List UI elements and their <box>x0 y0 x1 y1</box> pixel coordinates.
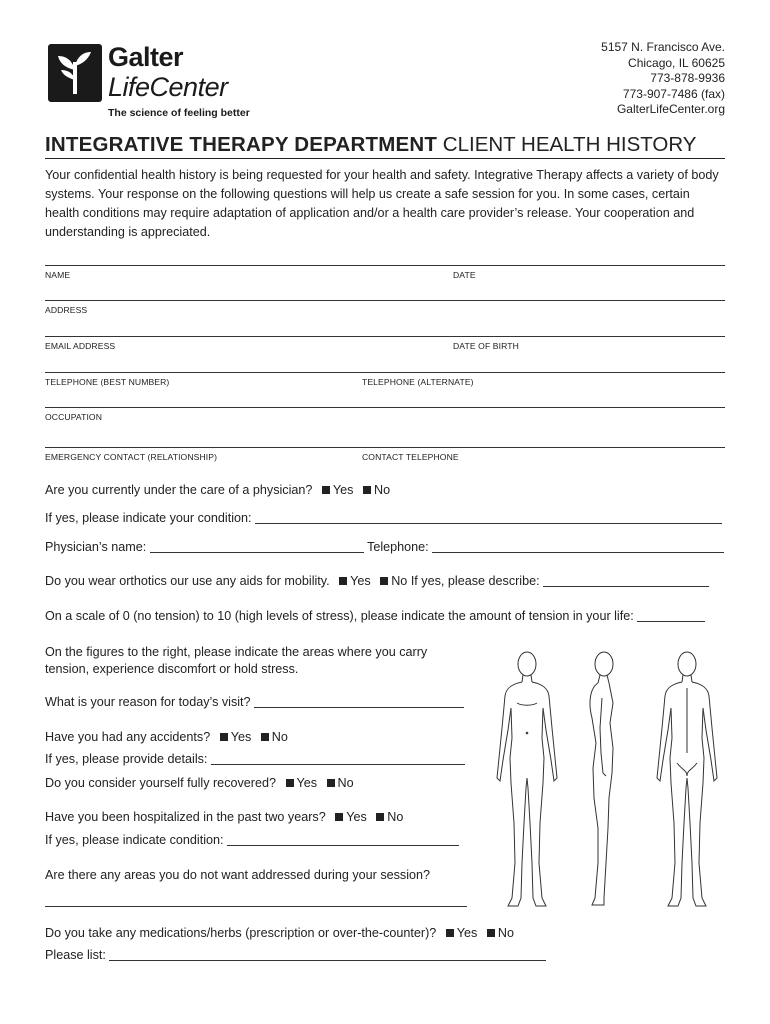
logo-wordmark <box>108 42 228 102</box>
name-field[interactable] <box>45 265 725 266</box>
email-field[interactable] <box>45 336 725 337</box>
tension-scale-input[interactable] <box>637 611 705 622</box>
figures-instruction-line1: On the figures to the right, please indicate the areas where you carry <box>45 645 428 659</box>
hospitalized-question <box>45 810 403 824</box>
address-website[interactable]: GalterLifeCenter.org <box>616 102 725 116</box>
checkbox-icon[interactable] <box>339 577 347 585</box>
occupation-field[interactable] <box>45 407 725 408</box>
physician-care-question <box>45 483 390 497</box>
checkbox-icon[interactable] <box>286 779 294 787</box>
no-option: No <box>337 776 354 790</box>
address-city: Chicago, IL 60625 <box>628 55 725 70</box>
accident-details-text: If yes, please provide details: <box>45 752 208 766</box>
yes-option: Yes <box>350 574 371 588</box>
physician-name-text: Physician’s name: <box>45 540 147 554</box>
accidents-question <box>45 730 288 744</box>
reason-text: What is your reason for today’s visit? <box>45 695 251 709</box>
checkbox-icon[interactable] <box>376 813 384 821</box>
accidents-text: Have you had any accidents? <box>45 730 211 744</box>
no-option: No <box>373 483 391 497</box>
title-bold: INTEGRATIVE THERAPY DEPARTMENT <box>45 133 438 156</box>
physician-telephone-input[interactable] <box>432 542 724 553</box>
address-label: ADDRESS <box>45 305 88 315</box>
email-label: EMAIL ADDRESS <box>45 341 116 351</box>
physician-name-input[interactable] <box>150 542 364 553</box>
back-body-figure-icon <box>657 652 717 906</box>
orthotics-text: Do you wear orthotics our use any aids for mobility. <box>45 574 330 588</box>
front-body-figure-icon <box>497 652 557 906</box>
title-divider <box>45 158 725 159</box>
tension-scale-question <box>45 609 705 623</box>
recovered-text: Do you consider yourself fully recovered? <box>45 776 276 790</box>
no-option: No <box>387 810 404 824</box>
hospitalized-condition-text: If yes, please indicate condition: <box>45 833 224 847</box>
please-list-text: Please list: <box>45 948 106 962</box>
hospitalized-text: Have you been hospitalized in the past two years? <box>45 810 326 824</box>
checkbox-icon[interactable] <box>487 929 495 937</box>
figures-instruction <box>45 644 427 678</box>
telephone-text: Telephone: <box>367 540 429 554</box>
checkbox-icon[interactable] <box>335 813 343 821</box>
physician-name-question <box>45 540 724 554</box>
reason-input[interactable] <box>254 697 464 708</box>
occupation-label: OCCUPATION <box>45 412 103 422</box>
org-name-line2: LifeCenter <box>108 72 228 102</box>
name-label: NAME <box>45 270 71 280</box>
please-list-input[interactable] <box>109 950 546 961</box>
telephone-field[interactable] <box>45 372 725 373</box>
no-option: No <box>391 574 408 588</box>
tension-scale-text: On a scale of 0 (no tension) to 10 (high levels of stress), please indicate the amount of tension in your life: <box>45 609 634 623</box>
orthotics-describe-text: If yes, please describe: <box>410 574 540 588</box>
recovered-question <box>45 776 354 790</box>
emergency-contact-label: EMERGENCY CONTACT (RELATIONSHIP) <box>45 452 218 462</box>
no-option: No <box>271 730 288 744</box>
hospitalized-condition-question <box>45 833 459 847</box>
tagline: The science of feeling better <box>108 107 250 119</box>
orthotics-describe-input[interactable] <box>543 576 709 587</box>
checkbox-icon[interactable] <box>327 779 335 787</box>
contact-address <box>601 40 725 118</box>
checkbox-icon[interactable] <box>380 577 388 585</box>
hospitalized-condition-input[interactable] <box>227 835 459 846</box>
accident-details-input[interactable] <box>211 754 465 765</box>
yes-option: Yes <box>296 776 318 790</box>
yes-option: Yes <box>456 926 478 940</box>
address-phone: 773-878-9936 <box>650 71 725 85</box>
address-field[interactable] <box>45 300 725 301</box>
areas-avoid-input[interactable] <box>45 896 467 907</box>
yes-option: Yes <box>332 483 354 497</box>
side-body-figure-icon <box>590 652 613 905</box>
orthotics-question <box>45 574 709 588</box>
reason-question <box>45 695 464 709</box>
condition-question <box>45 511 722 525</box>
contact-telephone-label: CONTACT TELEPHONE <box>362 452 459 462</box>
body-figures[interactable] <box>482 648 732 914</box>
no-option: No <box>497 926 514 940</box>
condition-input[interactable] <box>255 513 722 524</box>
dob-label: DATE OF BIRTH <box>453 341 519 351</box>
checkbox-icon[interactable] <box>261 733 269 741</box>
condition-text: If yes, please indicate your condition: <box>45 511 252 525</box>
checkbox-icon[interactable] <box>446 929 454 937</box>
checkbox-icon[interactable] <box>220 733 228 741</box>
org-name-line1: Galter <box>108 42 184 72</box>
medications-question <box>45 926 514 940</box>
telephone-alt-label: TELEPHONE (ALTERNATE) <box>362 377 474 387</box>
logo-mark <box>48 44 102 102</box>
physician-care-text: Are you currently under the care of a physician? <box>45 483 313 497</box>
address-fax: 773-907-7486 (fax) <box>622 86 725 101</box>
emergency-contact-field[interactable] <box>45 447 725 448</box>
title-normal: CLIENT HEALTH HISTORY <box>437 133 697 156</box>
accident-details-question <box>45 752 465 766</box>
areas-avoid-question <box>45 868 430 882</box>
address-street: 5157 N. Francisco Ave. <box>601 40 725 54</box>
yes-option: Yes <box>230 730 252 744</box>
figures-instruction-line2: tension, experience discomfort or hold stress. <box>45 662 299 676</box>
please-list-question <box>45 948 546 962</box>
date-label: DATE <box>453 270 476 280</box>
telephone-best-label: TELEPHONE (BEST NUMBER) <box>45 377 170 387</box>
checkbox-icon[interactable] <box>322 486 330 494</box>
intro-paragraph: Your confidential health history is being requested for your health and safety. Integrative Therapy affects a variety of body systems. Your response on the following questions will help us create a safe session for you. In some cases, certain health conditions may require adaptation of application and/or a health care provider’s release. Your cooperation and understanding is appreciated. <box>45 168 719 239</box>
areas-avoid-text: Are there any areas you do not want addressed during your session? <box>45 868 431 882</box>
page-title <box>45 133 696 157</box>
medications-text: Do you take any medications/herbs (prescription or over-the-counter)? <box>45 926 437 940</box>
checkbox-icon[interactable] <box>363 486 371 494</box>
yes-option: Yes <box>346 810 367 824</box>
